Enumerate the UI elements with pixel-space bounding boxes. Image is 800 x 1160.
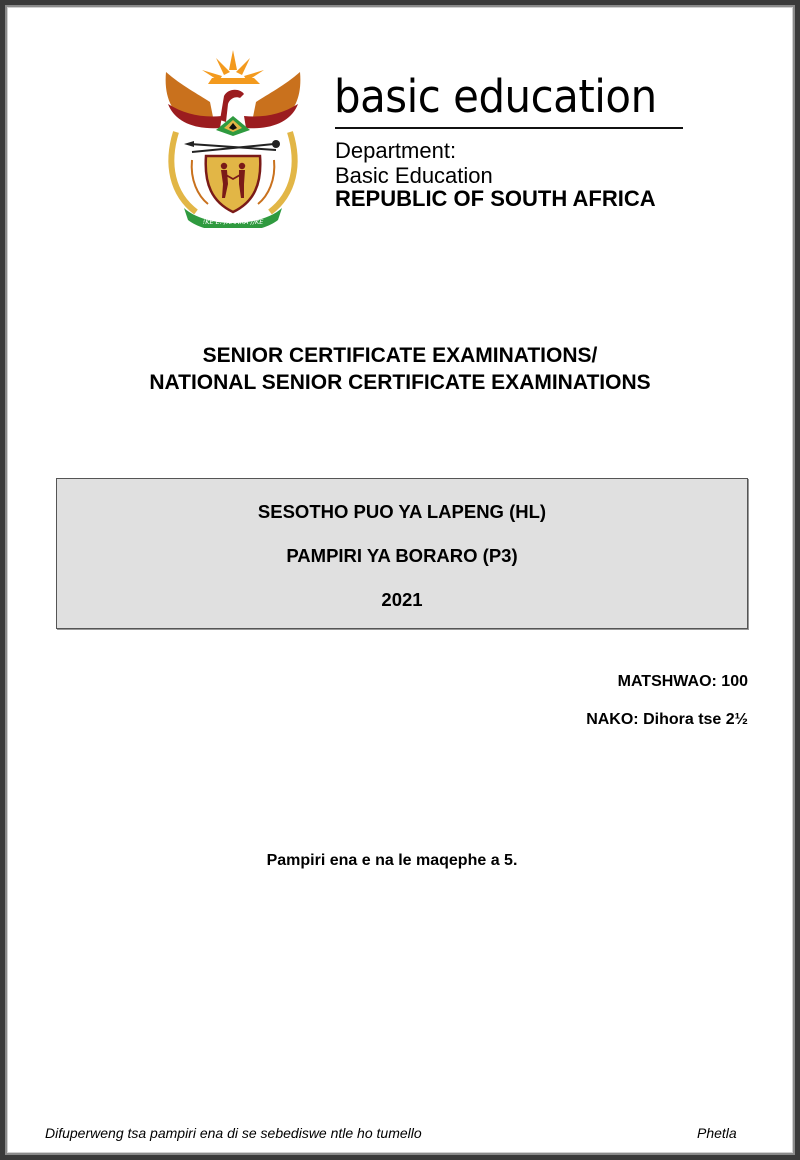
south-africa-coat-of-arms-icon bbox=[162, 44, 304, 228]
department-value: Basic Education bbox=[335, 163, 493, 188]
country-name: REPUBLIC OF SOUTH AFRICA bbox=[335, 186, 656, 211]
paper-name: PAMPIRI YA BORARO (P3) bbox=[286, 545, 518, 566]
exam-title-line-1: SENIOR CERTIFICATE EXAMINATIONS/ bbox=[202, 344, 598, 367]
turn-over-note: Phetla bbox=[697, 1125, 737, 1141]
exam-year: 2021 bbox=[381, 589, 423, 610]
exam-title bbox=[0, 342, 800, 396]
brand-title: basic education bbox=[334, 70, 657, 123]
page-count-note: Pampiri ena e na le maqephe a 5. bbox=[266, 852, 518, 869]
subject-name: SESOTHO PUO YA LAPENG (HL) bbox=[257, 501, 547, 522]
brand-divider bbox=[335, 127, 683, 129]
copyright-notice: Difuperweng tsa pampiri ena di se sebediswe ntle ho tumello bbox=[45, 1125, 422, 1141]
department-label: Department: bbox=[335, 138, 457, 163]
exam-title-line-2: NATIONAL SENIOR CERTIFICATE EXAMINATIONS bbox=[149, 371, 651, 394]
crest-motto: !KE E: /XARRA //KE bbox=[202, 218, 264, 226]
exam-duration: NAKO: Dihora tse 2½ bbox=[586, 711, 748, 728]
subject-box bbox=[56, 478, 748, 629]
department-name bbox=[335, 138, 493, 188]
marks-total: MATSHWAO: 100 bbox=[617, 673, 748, 690]
